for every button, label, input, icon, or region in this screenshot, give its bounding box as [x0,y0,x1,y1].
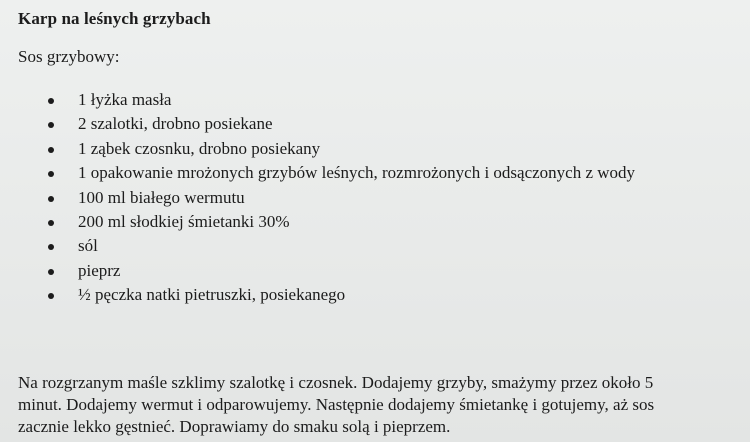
ingredient-text: 1 łyżka masła [78,90,172,109]
bullet-icon [48,293,54,299]
bullet-icon [48,196,54,202]
bullet-icon [48,220,54,226]
list-item [48,137,635,161]
list-item [48,112,635,136]
ingredient-list [48,88,635,308]
instructions-paragraph [18,372,748,438]
bullet-icon [48,98,54,104]
ingredient-text: 200 ml słodkiej śmietanki 30% [78,211,290,231]
instructions-line: Na rozgrzanym maśle szklimy szalotkę i czosnek. Dodajemy grzyby, smażymy przez około 5 [18,373,654,392]
instructions-line: zacznie lekko gęstnieć. Doprawiamy do smaku solą i pieprzem. [18,417,451,436]
bullet-icon [48,122,54,128]
list-item [48,186,635,210]
ingredient-text: sól [78,236,98,256]
list-item [48,259,635,283]
ingredient-text: pieprz [78,260,121,280]
list-item [48,210,635,234]
list-item [48,234,635,258]
list-item [48,161,635,185]
list-item [48,283,635,307]
ingredient-text: 100 ml białego wermutu [78,187,245,207]
ingredient-text: ½ pęczka natki pietruszki, posiekanego [78,285,346,305]
instructions-line: minut. Dodajemy wermut i odparowujemy. Następnie dodajemy śmietankę i gotujemy, aż sos [18,395,655,414]
bullet-icon [48,171,54,177]
ingredient-text: 1 ząbek czosnku, drobno posiekany [78,138,321,158]
bullet-icon [48,269,54,275]
section-heading: Sos grzybowy: [18,47,120,66]
bullet-icon [48,244,54,250]
ingredient-text: 2 szalotki, drobno posiekane [78,114,273,134]
list-item [48,88,635,112]
bullet-icon [48,147,54,153]
recipe-title: Karp na leśnych grzybach [18,9,211,28]
ingredient-text: 1 opakowanie mrożonych grzybów leśnych, rozmrożonych i odsączonych z wody [78,163,636,183]
